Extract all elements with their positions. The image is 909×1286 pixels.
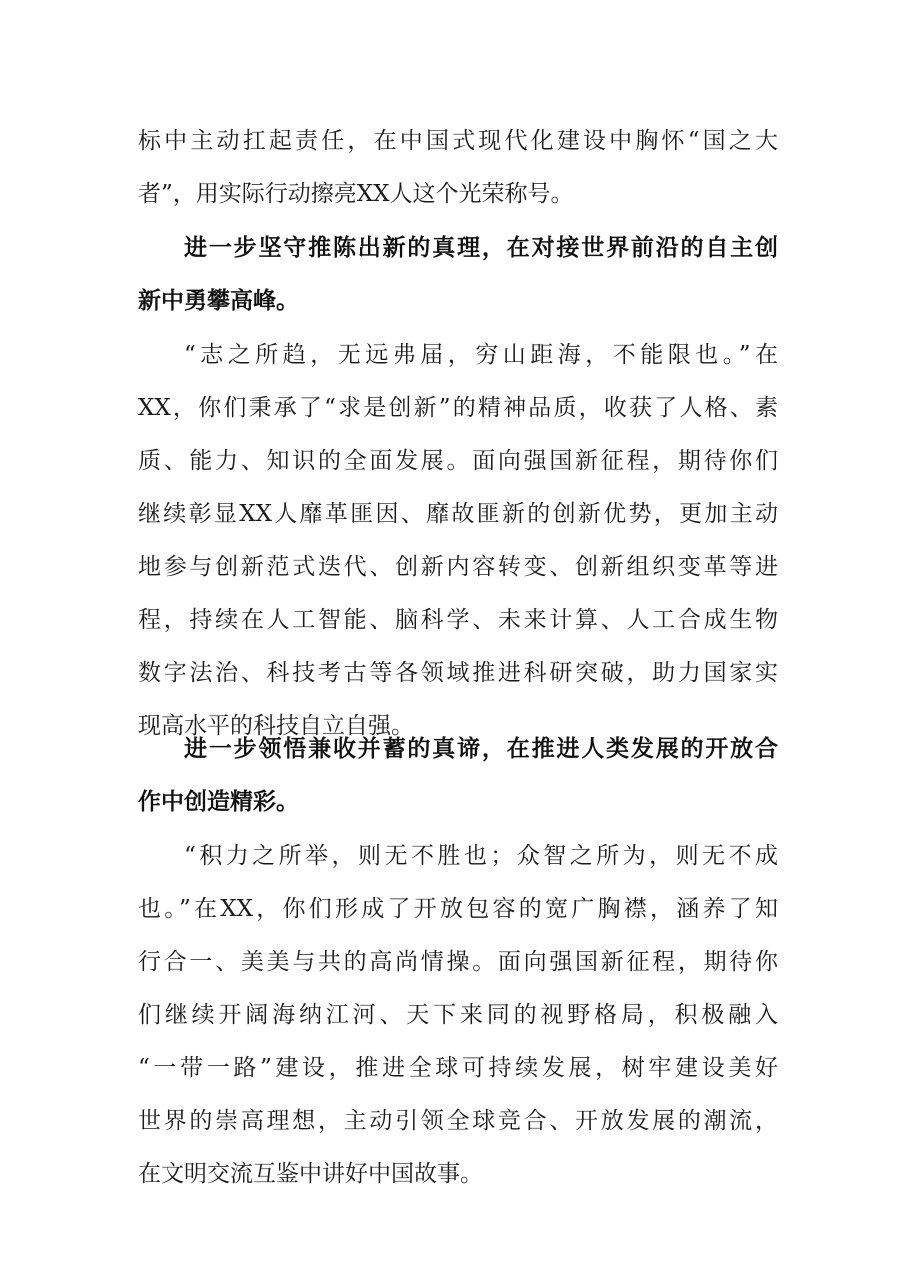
- heading-line: 进一步坚守推陈出新的真理，在对接世界前沿的自主创: [184, 235, 778, 261]
- heading-line: 作中创造精彩。: [138, 789, 299, 815]
- text-line: “积力之所举，则无不胜也；众智之所为，则无不成: [184, 843, 778, 869]
- text-line: “志之所趋，无远弗届，穷山距海，不能限也。”在: [184, 342, 778, 368]
- section-heading-2: [138, 723, 778, 829]
- text-line: 现高水平的科技自立自强。: [138, 713, 414, 739]
- text-line: 者”，用实际行动擦亮XX人这个光荣称号。: [138, 181, 574, 207]
- text-line: “一带一路”建设，推进全球可持续发展，树牢建设美好: [138, 1055, 778, 1081]
- text-line: 世界的崇高理想，主动引领全球竞合、开放发展的潮流，: [138, 1108, 778, 1134]
- text-line: 们继续开阔海纳江河、天下来同的视野格局，积极融入: [138, 1002, 778, 1028]
- intro-paragraph: [138, 115, 778, 221]
- text-line: 也。”在XX，你们形成了开放包容的宽广胸襟，涵养了知: [138, 896, 778, 922]
- text-line: 地参与创新范式迭代、创新内容转变、创新组织变革等进: [138, 554, 778, 580]
- section-heading-1: [138, 222, 778, 328]
- text-line: 程，持续在人工智能、脑科学、未来计算、人工合成生物: [138, 607, 778, 633]
- heading-line: 新中勇攀高峰。: [138, 288, 299, 314]
- text-line: 标中主动扛起责任，在中国式现代化建设中胸怀“国之大: [138, 128, 778, 154]
- text-line: 质、能力、知识的全面发展。面向强国新征程，期待你们: [138, 448, 778, 474]
- body-paragraph-1: [138, 329, 778, 753]
- text-line: 数字法治、科技考古等各领域推进科研突破，助力国家实: [138, 660, 778, 686]
- text-line: 行合一、美美与共的高尚情操。面向强国新征程，期待你: [138, 949, 778, 975]
- text-line: 在文明交流互鉴中讲好中国故事。: [138, 1161, 483, 1187]
- body-paragraph-2: [138, 830, 778, 1201]
- text-line: 继续彰显XX人靡革匪因、靡故匪新的创新优势，更加主动: [138, 501, 778, 527]
- heading-line: 进一步领悟兼收并蓄的真谛，在推进人类发展的开放合: [184, 736, 778, 762]
- text-line: XX，你们秉承了“求是创新”的精神品质，收获了人格、素: [138, 395, 778, 421]
